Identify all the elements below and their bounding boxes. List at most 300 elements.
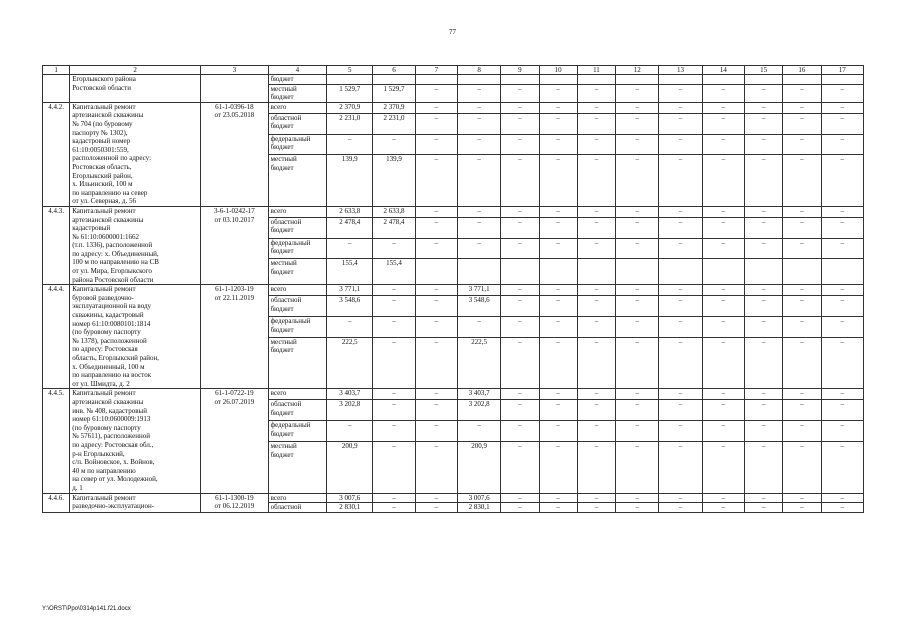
amount-cell: – (783, 155, 821, 207)
amount-cell: 155,4 (327, 259, 373, 285)
item-number: 4.4.2. (43, 102, 70, 206)
column-number: 10 (539, 66, 577, 75)
amount-cell: – (577, 441, 615, 493)
funding-source: всего (268, 206, 326, 217)
funding-source: областной бюджет (268, 400, 326, 421)
funding-source: бюджет (268, 75, 326, 85)
amount-cell: – (415, 84, 457, 102)
amount-cell: – (577, 206, 615, 217)
amount-cell (539, 75, 577, 85)
amount-cell: 2 633,8 (327, 206, 373, 217)
amount-cell: – (745, 206, 783, 217)
amount-cell: – (821, 316, 863, 337)
amount-cell: – (415, 206, 457, 217)
amount-cell: – (659, 493, 702, 503)
item-number: 4.4.3. (43, 206, 70, 284)
amount-cell: – (702, 155, 744, 207)
amount-cell: – (457, 316, 500, 337)
amount-cell: – (659, 400, 702, 421)
amount-cell: – (415, 155, 457, 207)
column-number: 8 (457, 66, 500, 75)
table-row (43, 102, 864, 113)
amount-cell: – (616, 134, 659, 155)
amount-cell: – (821, 337, 863, 389)
amount-cell: – (327, 316, 373, 337)
amount-cell: – (659, 155, 702, 207)
column-number: 12 (616, 66, 659, 75)
amount-cell: – (783, 389, 821, 400)
amount-cell: – (457, 421, 500, 442)
amount-cell: – (616, 217, 659, 238)
amount-cell: – (457, 84, 500, 102)
amount-cell: – (457, 102, 500, 113)
amount-cell: – (783, 206, 821, 217)
item-number: 4.4.6. (43, 493, 70, 512)
amount-cell: – (659, 102, 702, 113)
amount-cell: – (457, 155, 500, 207)
amount-cell: 2 830,1 (327, 503, 373, 513)
amount-cell: – (783, 113, 821, 134)
amount-cell: – (702, 400, 744, 421)
amount-cell (659, 75, 702, 85)
column-number: 16 (783, 66, 821, 75)
amount-cell: – (373, 400, 415, 421)
amount-cell: – (821, 113, 863, 134)
amount-cell: – (415, 316, 457, 337)
amount-cell: – (659, 296, 702, 317)
amount-cell: – (501, 102, 539, 113)
amount-cell: – (616, 421, 659, 442)
amount-cell: – (501, 84, 539, 102)
amount-cell: – (501, 155, 539, 207)
amount-cell: – (783, 316, 821, 337)
amount-cell: – (501, 134, 539, 155)
amount-cell: – (457, 206, 500, 217)
amount-cell: – (415, 503, 457, 513)
amount-cell: – (415, 421, 457, 442)
amount-cell: – (821, 155, 863, 207)
amount-cell: – (501, 441, 539, 493)
amount-cell (457, 75, 500, 85)
amount-cell: – (659, 217, 702, 238)
amount-cell: – (373, 503, 415, 513)
amount-cell: – (783, 134, 821, 155)
column-number: 9 (501, 66, 539, 75)
amount-cell: – (415, 389, 457, 400)
amount-cell: – (616, 493, 659, 503)
amount-cell: – (373, 238, 415, 259)
amount-cell: – (821, 421, 863, 442)
amount-cell: – (702, 493, 744, 503)
amount-cell: – (415, 217, 457, 238)
amount-cell: – (821, 441, 863, 493)
amount-cell: – (577, 316, 615, 337)
amount-cell (783, 259, 821, 285)
amount-cell: – (783, 441, 821, 493)
amount-cell: – (539, 296, 577, 317)
amount-cell: – (821, 206, 863, 217)
amount-cell: – (373, 493, 415, 503)
amount-cell: – (702, 337, 744, 389)
amount-cell: – (415, 134, 457, 155)
amount-cell: – (415, 102, 457, 113)
amount-cell: – (745, 238, 783, 259)
amount-cell: – (415, 238, 457, 259)
amount-cell: – (577, 102, 615, 113)
amount-cell: – (616, 285, 659, 296)
amount-cell: – (539, 503, 577, 513)
amount-cell (373, 75, 415, 85)
amount-cell: – (659, 84, 702, 102)
amount-cell: 3 007,6 (457, 493, 500, 503)
column-number: 14 (702, 66, 744, 75)
amount-cell: – (783, 238, 821, 259)
amount-cell: – (457, 113, 500, 134)
amount-cell: 200,9 (327, 441, 373, 493)
amount-cell: – (821, 493, 863, 503)
amount-cell: 155,4 (373, 259, 415, 285)
amount-cell (327, 75, 373, 85)
amount-cell: – (821, 84, 863, 102)
amount-cell (745, 75, 783, 85)
document-reference: 61-1-1300-19 от 06.12.2019 (201, 493, 268, 512)
funding-source: всего (268, 493, 326, 503)
item-description: Капитальный ремонт артезианской скважины № 704 (по буровому паспорту № 1302), кадастровый номер 61:10:0050301:559, расположенной по адресу: Ростовская область, Егорлыкский район, х. Ильинский, 100 м по направлению на север от ул. Северная, д. 56 (70, 102, 201, 206)
amount-cell: – (457, 238, 500, 259)
amount-cell: – (821, 296, 863, 317)
funding-source: всего (268, 102, 326, 113)
amount-cell: – (659, 113, 702, 134)
amount-cell: – (659, 441, 702, 493)
amount-cell: – (745, 84, 783, 102)
amount-cell: 2 370,9 (327, 102, 373, 113)
amount-cell: – (659, 206, 702, 217)
column-number: 17 (821, 66, 863, 75)
amount-cell: – (745, 316, 783, 337)
amount-cell: – (702, 316, 744, 337)
amount-cell: 222,5 (327, 337, 373, 389)
amount-cell: – (783, 493, 821, 503)
amount-cell: – (501, 285, 539, 296)
amount-cell: – (821, 102, 863, 113)
amount-cell: – (702, 441, 744, 493)
funding-source: областной бюджет (268, 296, 326, 317)
amount-cell: – (373, 296, 415, 317)
amount-cell: – (539, 206, 577, 217)
amount-cell (783, 75, 821, 85)
amount-cell: – (415, 441, 457, 493)
funding-source: федеральный бюджет (268, 238, 326, 259)
program-table (42, 65, 864, 513)
amount-cell: – (783, 285, 821, 296)
document-reference: 61-1-1203-19 от 22.11.2019 (201, 285, 268, 389)
funding-source: местный бюджет (268, 441, 326, 493)
amount-cell: – (745, 285, 783, 296)
amount-cell: – (702, 421, 744, 442)
amount-cell: 3 202,8 (457, 400, 500, 421)
amount-cell: – (616, 441, 659, 493)
table-row (43, 206, 864, 217)
amount-cell: – (577, 84, 615, 102)
amount-cell (501, 259, 539, 285)
amount-cell: 2 478,4 (327, 217, 373, 238)
amount-cell: – (745, 217, 783, 238)
funding-source: федеральный бюджет (268, 421, 326, 442)
amount-cell: – (457, 134, 500, 155)
amount-cell: – (501, 296, 539, 317)
amount-cell: – (373, 441, 415, 493)
amount-cell: – (616, 296, 659, 317)
funding-source: местный бюджет (268, 259, 326, 285)
amount-cell: – (327, 238, 373, 259)
amount-cell: – (539, 84, 577, 102)
amount-cell: – (373, 337, 415, 389)
amount-cell: – (373, 285, 415, 296)
amount-cell: – (616, 337, 659, 389)
amount-cell: – (577, 400, 615, 421)
amount-cell: 2 370,9 (373, 102, 415, 113)
amount-cell: – (745, 155, 783, 207)
amount-cell: – (702, 217, 744, 238)
amount-cell: – (702, 389, 744, 400)
amount-cell: – (539, 337, 577, 389)
amount-cell: – (821, 134, 863, 155)
amount-cell: – (702, 503, 744, 513)
amount-cell: – (745, 102, 783, 113)
amount-cell: – (702, 238, 744, 259)
amount-cell: 3 202,8 (327, 400, 373, 421)
amount-cell: 2 633,8 (373, 206, 415, 217)
amount-cell: 3 771,1 (457, 285, 500, 296)
amount-cell: – (702, 84, 744, 102)
amount-cell: – (577, 503, 615, 513)
amount-cell: – (659, 389, 702, 400)
amount-cell: – (577, 238, 615, 259)
amount-cell (501, 75, 539, 85)
funding-source: федеральный бюджет (268, 134, 326, 155)
amount-cell: – (745, 296, 783, 317)
table-row (43, 75, 864, 85)
amount-cell (415, 259, 457, 285)
amount-cell: – (577, 421, 615, 442)
item-number: 4.4.5. (43, 389, 70, 493)
amount-cell: 3 403,7 (327, 389, 373, 400)
amount-cell: – (539, 155, 577, 207)
amount-cell: – (539, 102, 577, 113)
funding-source: местный бюджет (268, 155, 326, 207)
column-number: 5 (327, 66, 373, 75)
amount-cell: – (783, 84, 821, 102)
column-number: 11 (577, 66, 615, 75)
amount-cell (821, 259, 863, 285)
amount-cell: – (745, 400, 783, 421)
amount-cell: – (577, 493, 615, 503)
amount-cell: – (702, 102, 744, 113)
amount-cell: – (327, 134, 373, 155)
amount-cell: 2 231,0 (373, 113, 415, 134)
funding-source: местный бюджет (268, 84, 326, 102)
amount-cell: – (745, 389, 783, 400)
document-reference: 61-1-0396-18 от 23.05.2018 (201, 102, 268, 206)
amount-cell: 200,9 (457, 441, 500, 493)
amount-cell: – (539, 441, 577, 493)
amount-cell (457, 259, 500, 285)
amount-cell: – (577, 217, 615, 238)
amount-cell: – (616, 113, 659, 134)
amount-cell: – (821, 217, 863, 238)
amount-cell: – (501, 217, 539, 238)
amount-cell: – (745, 113, 783, 134)
column-number: 2 (70, 66, 201, 75)
document-reference: 61-1-0722-19 от 26.07.2019 (201, 389, 268, 493)
column-number: 4 (268, 66, 326, 75)
document-reference: 3-6-1-0242-17 от 03.10.2017 (201, 206, 268, 284)
amount-cell: – (539, 134, 577, 155)
amount-cell: – (577, 134, 615, 155)
amount-cell: – (616, 206, 659, 217)
page-number: 77 (449, 28, 456, 36)
amount-cell: – (327, 421, 373, 442)
amount-cell: – (821, 285, 863, 296)
amount-cell: – (539, 113, 577, 134)
amount-cell: – (659, 337, 702, 389)
amount-cell: – (702, 113, 744, 134)
amount-cell: – (702, 134, 744, 155)
amount-cell: – (539, 238, 577, 259)
amount-cell (415, 75, 457, 85)
amount-cell: – (659, 238, 702, 259)
amount-cell: – (616, 84, 659, 102)
amount-cell: – (539, 493, 577, 503)
amount-cell: 1 529,7 (327, 84, 373, 102)
column-number-row (43, 66, 864, 75)
amount-cell: 139,9 (373, 155, 415, 207)
amount-cell: – (501, 493, 539, 503)
item-description: Егорлыкского района Ростовской области (70, 75, 201, 103)
amount-cell: – (457, 217, 500, 238)
amount-cell: – (783, 102, 821, 113)
amount-cell: – (577, 155, 615, 207)
amount-cell: 3 007,6 (327, 493, 373, 503)
amount-cell: – (783, 421, 821, 442)
amount-cell: – (745, 134, 783, 155)
amount-cell: – (501, 337, 539, 389)
funding-source: всего (268, 389, 326, 400)
amount-cell: – (577, 113, 615, 134)
amount-cell (539, 259, 577, 285)
column-number: 15 (745, 66, 783, 75)
amount-cell: – (783, 217, 821, 238)
amount-cell: 2 478,4 (373, 217, 415, 238)
column-number: 13 (659, 66, 702, 75)
column-number: 7 (415, 66, 457, 75)
funding-source: местный бюджет (268, 337, 326, 389)
amount-cell: – (501, 503, 539, 513)
table-row (43, 389, 864, 400)
funding-source: всего (268, 285, 326, 296)
amount-cell (577, 75, 615, 85)
amount-cell: 3 771,1 (327, 285, 373, 296)
item-number: 4.4.4. (43, 285, 70, 389)
amount-cell (745, 259, 783, 285)
amount-cell: – (373, 134, 415, 155)
amount-cell: – (821, 389, 863, 400)
amount-cell: – (659, 421, 702, 442)
amount-cell: – (616, 400, 659, 421)
amount-cell: – (415, 400, 457, 421)
amount-cell: – (415, 296, 457, 317)
amount-cell: – (659, 503, 702, 513)
amount-cell: – (577, 337, 615, 389)
amount-cell (616, 259, 659, 285)
amount-cell: – (821, 238, 863, 259)
amount-cell (702, 259, 744, 285)
amount-cell: 139,9 (327, 155, 373, 207)
amount-cell: – (501, 421, 539, 442)
amount-cell: 222,5 (457, 337, 500, 389)
amount-cell: 3 548,6 (457, 296, 500, 317)
amount-cell: – (616, 316, 659, 337)
amount-cell: – (659, 285, 702, 296)
amount-cell: – (783, 337, 821, 389)
amount-cell: – (821, 503, 863, 513)
amount-cell (821, 75, 863, 85)
amount-cell: – (659, 316, 702, 337)
amount-cell: – (539, 285, 577, 296)
amount-cell: – (373, 316, 415, 337)
amount-cell: – (501, 238, 539, 259)
table-row (43, 493, 864, 503)
funding-source: областной (268, 503, 326, 513)
amount-cell: – (501, 400, 539, 421)
amount-cell (702, 75, 744, 85)
amount-cell: – (783, 503, 821, 513)
amount-cell: 3 548,6 (327, 296, 373, 317)
amount-cell: – (821, 400, 863, 421)
file-path-footer: Y:\ORST\Ppo\0314p141.f21.docx (42, 606, 131, 612)
document-cell (201, 75, 268, 103)
amount-cell: – (415, 493, 457, 503)
amount-cell: – (415, 285, 457, 296)
amount-cell (659, 259, 702, 285)
table-row (43, 285, 864, 296)
amount-cell: – (745, 421, 783, 442)
amount-cell: – (659, 134, 702, 155)
amount-cell: – (539, 389, 577, 400)
amount-cell (616, 75, 659, 85)
amount-cell: – (577, 285, 615, 296)
amount-cell: – (415, 337, 457, 389)
amount-cell: – (616, 238, 659, 259)
amount-cell: – (702, 285, 744, 296)
amount-cell: – (783, 296, 821, 317)
amount-cell: – (577, 389, 615, 400)
amount-cell: – (501, 389, 539, 400)
amount-cell: – (745, 337, 783, 389)
amount-cell: – (539, 400, 577, 421)
amount-cell: 1 529,7 (373, 84, 415, 102)
amount-cell: – (616, 155, 659, 207)
item-description: Капитальный ремонт разведочно-эксплуатацион- (70, 493, 201, 512)
item-description: Капитальный ремонт буровой разведочно- эксплуатационной на воду скважины, кадастровый номер 61:10:0080101:1814 (по буровому паспорту № 1378), расположенной по адресу: Ростовская область, Егорлыкский район, х. Объединенный, 100 м по направлению на восток от ул. Шмидта, д. 2 (70, 285, 201, 389)
funding-source: федеральный бюджет (268, 316, 326, 337)
amount-cell: – (539, 217, 577, 238)
amount-cell: – (616, 503, 659, 513)
item-description: Капитальный ремонт артезианской скважины кадастровый № 61:10:0600001:1662 (т.п. 1336), расположенной по адресу: х. Объединенный, 100 м по направлению на СВ от ул. Мира, Егорлыкского района Ростовской области (70, 206, 201, 284)
column-number: 3 (201, 66, 268, 75)
column-number: 1 (43, 66, 70, 75)
amount-cell: – (616, 102, 659, 113)
